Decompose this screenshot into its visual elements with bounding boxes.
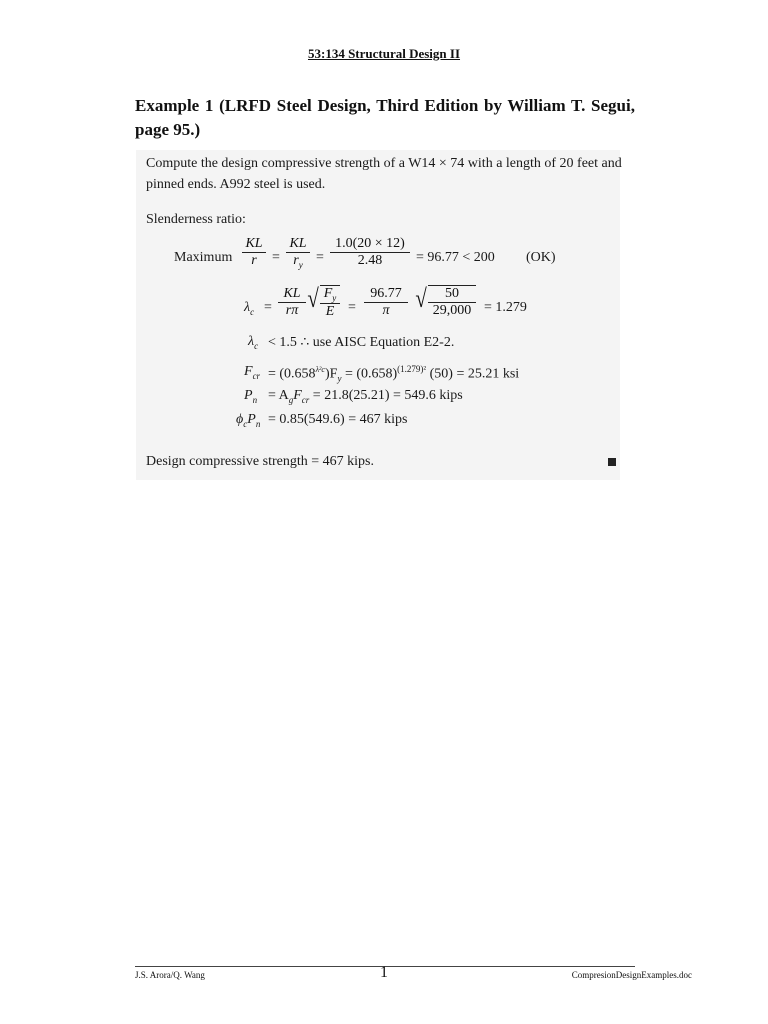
sqrt-sign-2: √ bbox=[415, 284, 427, 313]
ry-value: 2.48 bbox=[357, 253, 383, 268]
course-header: 53:134 Structural Design II bbox=[307, 46, 461, 61]
footer-authors: J.S. Arora/Q. Wang bbox=[135, 970, 205, 980]
fy-f: F bbox=[323, 286, 333, 301]
end-of-example-mark bbox=[608, 458, 616, 466]
pn-symbol bbox=[244, 388, 257, 405]
lambda-symbol: λ bbox=[244, 300, 251, 315]
value-9677: 96.77 bbox=[364, 286, 408, 303]
value-50: 50 bbox=[428, 286, 476, 303]
fy-over-modulus-fraction bbox=[428, 286, 476, 319]
equals-sign-4: = bbox=[348, 300, 356, 315]
pi-denominator: π bbox=[382, 303, 390, 318]
fcr-result: (50) = 25.21 ksi bbox=[429, 366, 520, 382]
phi-pn-subscript: n bbox=[255, 418, 261, 429]
value-over-pi-fraction bbox=[364, 286, 408, 319]
phi-pn-p: P bbox=[247, 412, 256, 427]
equation-choice: < 1.5 ∴ use AISC Equation E2-2. bbox=[268, 335, 455, 350]
kl-numerator: KL bbox=[242, 236, 266, 253]
fcr-f: F bbox=[244, 364, 253, 379]
equals-sign-2: = bbox=[316, 250, 324, 265]
lambda-result: = 1.279 bbox=[484, 300, 527, 315]
kl-over-ry-fraction bbox=[286, 236, 310, 270]
footer-filename: CompresionDesignExamples.doc bbox=[571, 970, 692, 980]
phi-pn-expression: = 0.85(549.6) = 467 kips bbox=[268, 412, 408, 427]
equals-sign-1: = bbox=[272, 250, 280, 265]
value-29000: 29,000 bbox=[432, 303, 472, 318]
fy-subscript: y bbox=[332, 292, 337, 303]
fcr-fy-subscript: y bbox=[337, 373, 342, 384]
kl-over-rpi-fraction bbox=[278, 286, 306, 319]
fcr-part-c: = (0.658) bbox=[344, 366, 398, 382]
phi-pn-symbol bbox=[236, 412, 260, 429]
slenderness-result: = 96.77 < 200 bbox=[416, 250, 495, 265]
fcr-symbol bbox=[244, 364, 260, 381]
e-denominator: E bbox=[325, 303, 335, 319]
lambda-c-2 bbox=[248, 334, 258, 351]
rpi-denominator: rπ bbox=[285, 303, 299, 318]
pn-fcr-subscript: cr bbox=[301, 394, 310, 405]
kl-numerator-2: KL bbox=[286, 236, 310, 253]
problem-statement-line-1: Compute the design compressive strength of a W14 × 74 with a length of 20 feet and bbox=[146, 156, 622, 171]
pn-fcr-f: F bbox=[293, 388, 302, 403]
pn-p: P bbox=[244, 388, 253, 403]
length-expression: 1.0(20 × 12) bbox=[330, 236, 410, 253]
length-over-ry-fraction bbox=[330, 236, 410, 269]
page-number: 1 bbox=[380, 964, 388, 981]
ag-subscript: g bbox=[288, 394, 294, 405]
kl-numerator-3: KL bbox=[278, 286, 306, 303]
pn-result: = 21.8(25.21) = 549.6 kips bbox=[312, 388, 463, 403]
fcr-part-a: = (0.658 bbox=[268, 366, 316, 382]
ry-r: r bbox=[293, 253, 299, 268]
example-heading: Example 1 (LRFD Steel Design, Third Edition by William T. Segui, page 95.) bbox=[135, 96, 635, 139]
maximum-word: Maximum bbox=[174, 250, 233, 265]
pn-expression bbox=[268, 388, 463, 405]
sqrt-sign-1: √ bbox=[307, 284, 319, 313]
fcr-part-b: )F bbox=[324, 366, 338, 382]
lambda-symbol-2: λ bbox=[248, 334, 255, 349]
phi-symbol: ϕ bbox=[236, 412, 244, 427]
ok-note: (OK) bbox=[526, 250, 556, 265]
fcr-expression bbox=[268, 364, 519, 383]
problem-statement-line-2: pinned ends. A992 steel is used. bbox=[146, 177, 326, 192]
ry-subscript: y bbox=[298, 259, 303, 270]
conclusion: Design compressive strength = 467 kips. bbox=[146, 454, 374, 469]
lambda-subscript: c bbox=[250, 306, 255, 317]
fcr-exponent-2: (1.279)² bbox=[397, 364, 427, 374]
fcr-exponent: λ²c bbox=[315, 365, 325, 374]
textbook-excerpt bbox=[136, 150, 620, 480]
pn-subscript: n bbox=[252, 394, 258, 405]
lambda-subscript-2: c bbox=[254, 340, 259, 351]
kl-over-r-fraction bbox=[242, 236, 266, 269]
phi-subscript: c bbox=[243, 418, 248, 429]
equals-sign-3: = bbox=[264, 300, 272, 315]
r-denominator: r bbox=[251, 253, 257, 268]
lambda-c bbox=[244, 300, 254, 317]
fcr-subscript: cr bbox=[252, 370, 261, 381]
slenderness-label: Slenderness ratio: bbox=[146, 212, 246, 227]
pn-ag: = A bbox=[268, 388, 289, 403]
fy-over-e-fraction bbox=[320, 286, 340, 320]
